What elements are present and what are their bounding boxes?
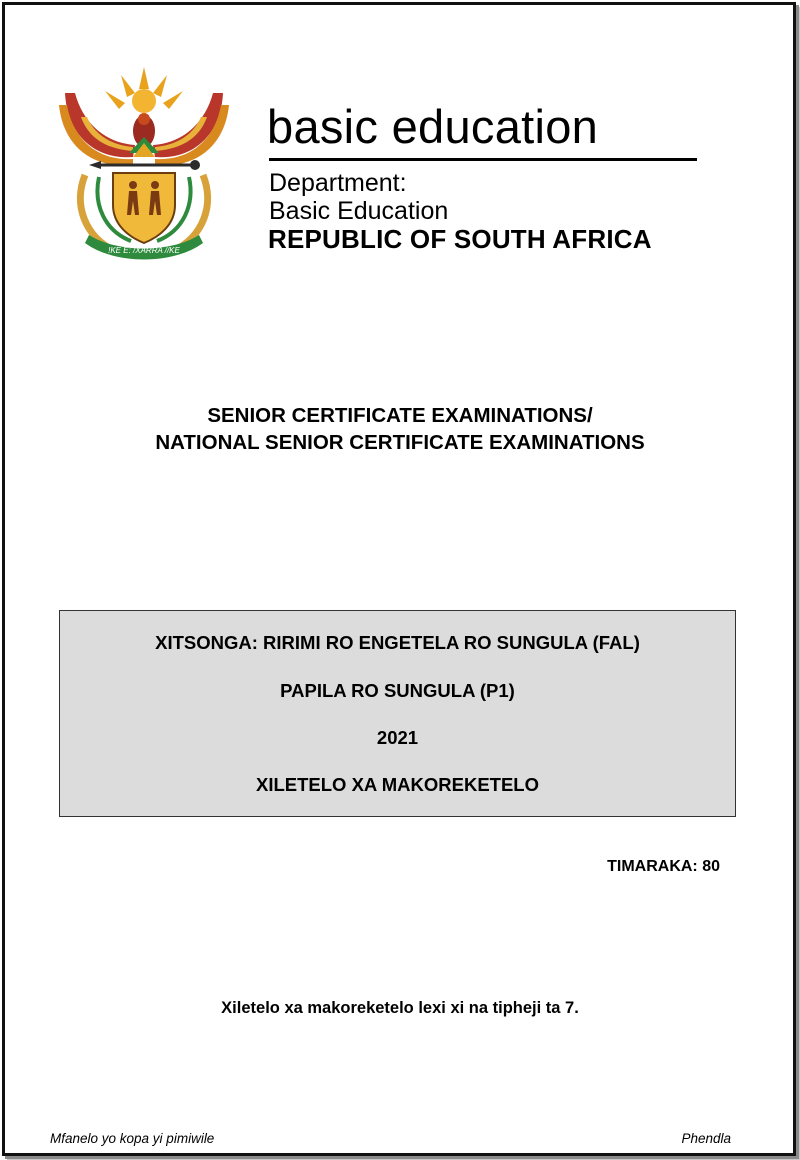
total-marks: TIMARAKA: 80 [607,858,720,875]
exam-title-line-2: NATIONAL SENIOR CERTIFICATE EXAMINATIONS [155,431,645,454]
department-label: Department: [269,169,407,197]
motto-text: !KE E: /XARRA //KE [108,246,180,255]
brand-divider [269,158,697,161]
subject-box [59,610,736,817]
page-frame [2,2,796,1156]
department-name: Basic Education [269,197,449,225]
country-name: REPUBLIC OF SOUTH AFRICA [268,224,652,254]
brand-title: basic education [267,100,599,153]
document-type: XILETELO XA MAKOREKETELO [256,774,539,795]
exam-year: 2021 [376,727,419,748]
next-page-label: Phendla [681,1131,731,1146]
copyright-notice: Mfanelo yo kopa yi pimiwile [50,1131,215,1146]
exam-title-line-1: SENIOR CERTIFICATE EXAMINATIONS/ [207,404,593,427]
paper-label: PAPILA RO SUNGULA (P1) [280,680,515,701]
coat-of-arms-emblem [55,65,233,265]
subject-name: XITSONGA: RIRIMI RO ENGETELA RO SUNGULA (FAL) [155,632,640,653]
page-count-note: Xiletelo xa makoreketelo lexi xi na tipheji ta 7. [221,999,579,1017]
